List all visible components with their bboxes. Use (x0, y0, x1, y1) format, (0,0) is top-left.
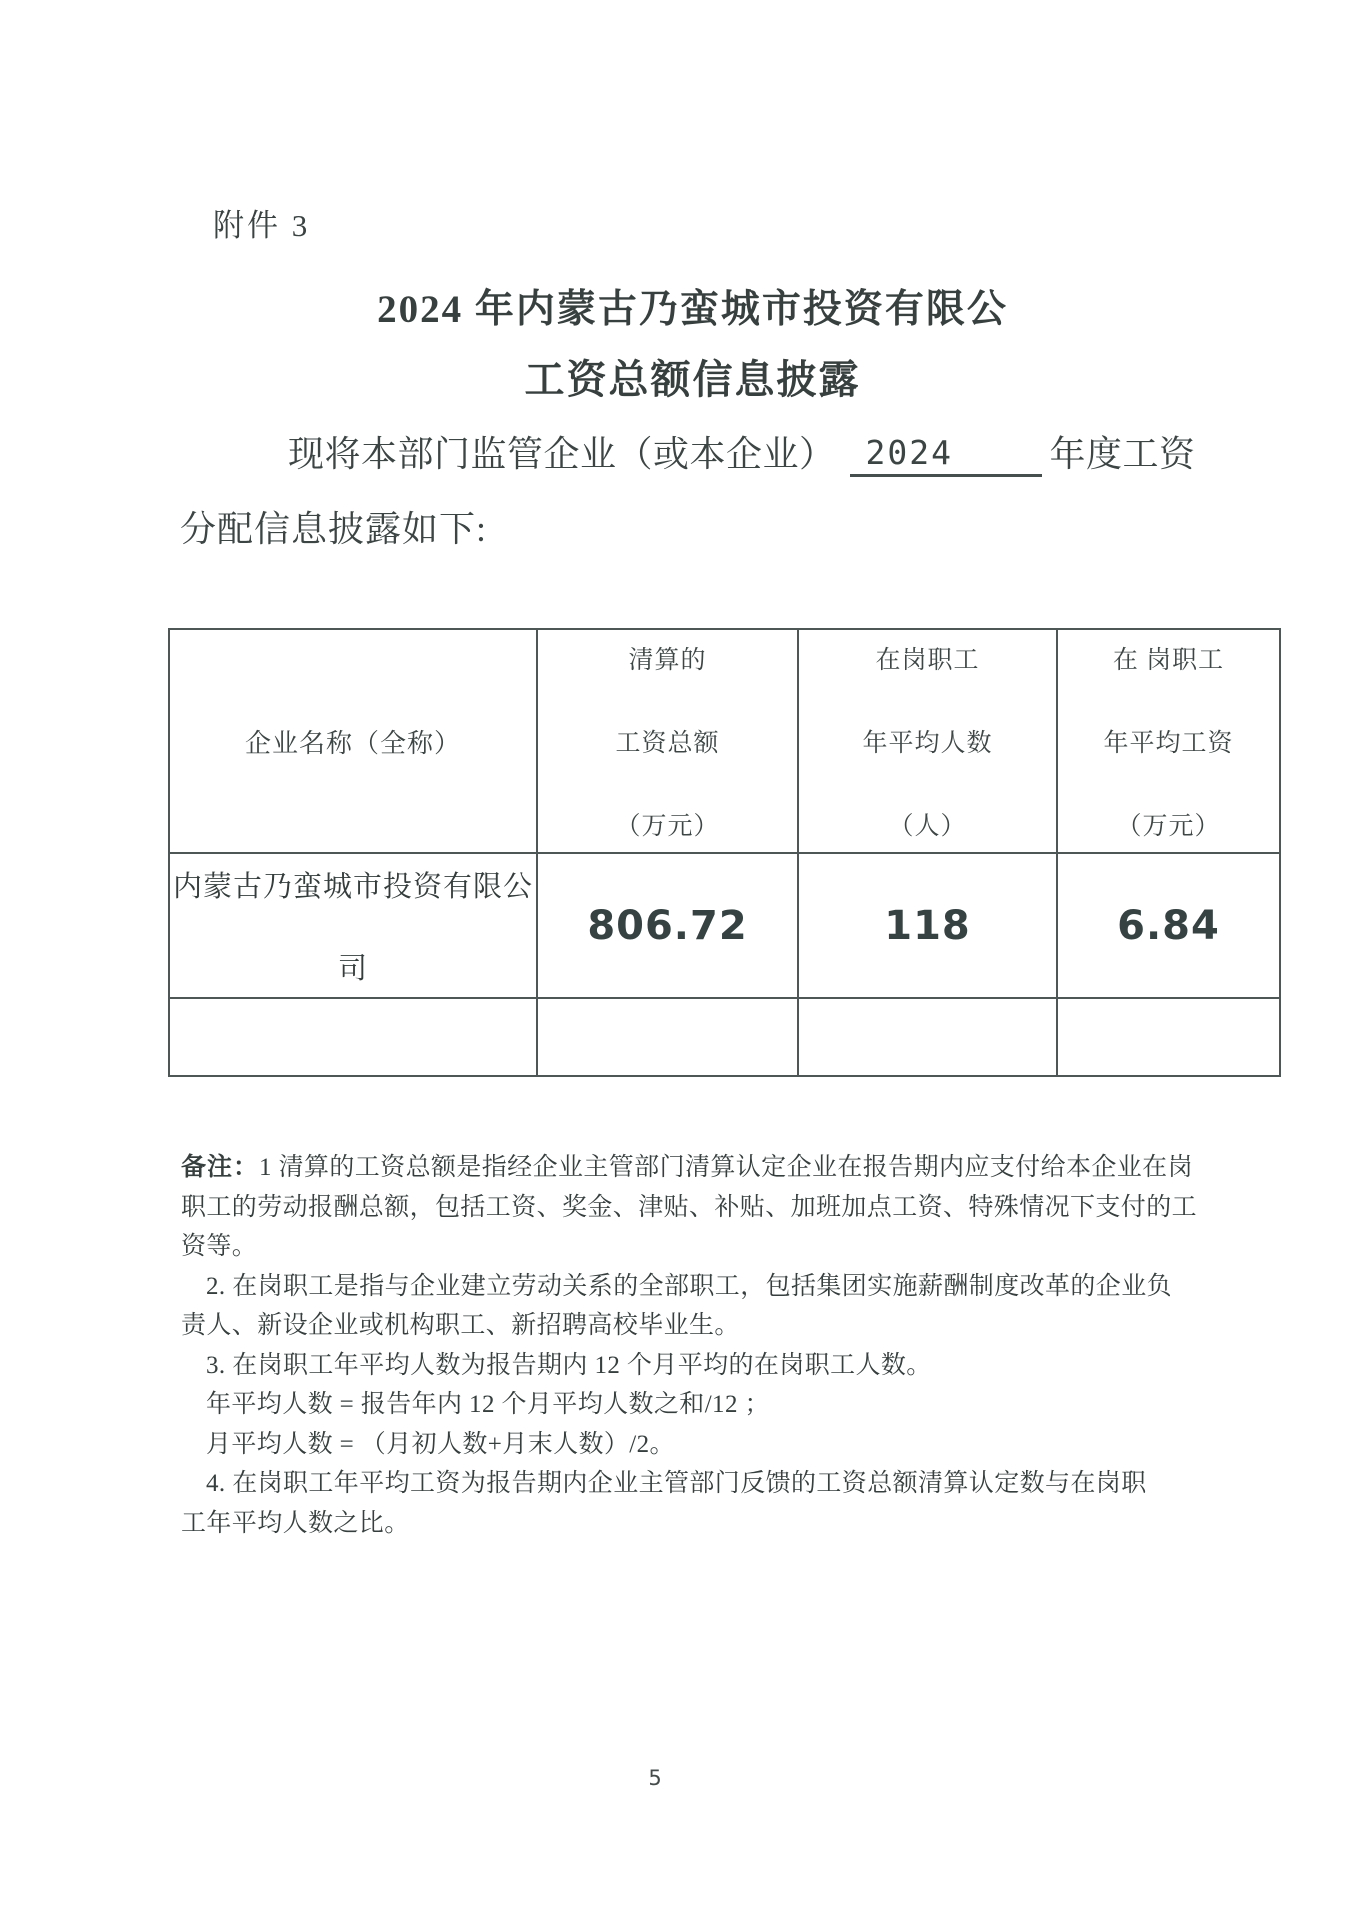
intro-text-before-blank: 现将本部门监管企业（或本企业） (288, 434, 836, 474)
table-cell-company-name (170, 854, 538, 999)
note-line: 年平均人数 = 报告年内 12 个月平均人数之和/12 ； (206, 1391, 770, 1418)
header-settled-line-1: 清算的 (628, 647, 707, 674)
company-name-line-1: 内蒙古乃蛮城市投资有限公 (172, 871, 533, 903)
intro-paragraph-line-2: 分配信息披露如下: (180, 509, 488, 549)
document-title-line-1: 2024 年内蒙古乃蛮城市投资有限公 (377, 288, 1008, 331)
table-cell-total-wage: 806.72 (538, 854, 799, 999)
page-number: 5 (648, 1766, 662, 1790)
company-name-line-2: 司 (337, 953, 368, 985)
document-title-line-2: 工资总额信息披露 (524, 357, 861, 402)
header-headcount-line-3: （人） (888, 813, 967, 840)
wage-disclosure-table (168, 628, 1281, 1077)
notes-label: 备注： (181, 1154, 260, 1181)
note-line (181, 1148, 1216, 1188)
header-cell-company-name (170, 630, 538, 854)
note-1-line-1: 1 清算的工资总额是指经企业主管部门清算认定企业在报告期内应支付给本企业在岗 (259, 1154, 1193, 1181)
header-cell-avg-headcount (799, 630, 1058, 854)
note-line: 职工的劳动报酬总额，包括工资、奖金、津贴、补贴、加班加点工资、特殊情况下支付的工 (181, 1193, 1198, 1221)
note-line: 3. 在岗职工年平均人数为报告期内 12 个月平均的在岗职工人数。 (206, 1351, 932, 1379)
year-blank-value: 2024 (850, 434, 1042, 477)
header-cell-settled-total-wage (538, 630, 799, 854)
note-line: 工年平均人数之比。 (181, 1509, 410, 1537)
header-avgwage-line-3: （万元） (1116, 813, 1221, 840)
intro-text-after-blank: 年度工资 (1049, 434, 1196, 474)
note-line: 2. 在岗职工是指与企业建立劳动关系的全部职工，包括集团实施薪酬制度改革的企业负 (206, 1272, 1173, 1300)
note-line: 月平均人数 = （月初人数+月末人数）/2。 (206, 1430, 675, 1458)
header-settled-line-3: （万元） (615, 813, 720, 840)
header-headcount-line-2: 年平均人数 (862, 730, 993, 757)
header-settled-line-2: 工资总额 (615, 730, 720, 757)
note-line: 资等。 (181, 1233, 258, 1260)
header-avgwage-line-1: 在 岗职工 (1112, 647, 1225, 674)
note-line: 4. 在岗职工年平均工资为报告期内企业主管部门反馈的工资总额清算认定数与在岗职 (206, 1470, 1147, 1497)
intro-paragraph-line-1 (180, 426, 1260, 477)
note-line: 责人、新设企业或机构职工、新招聘高校毕业生。 (181, 1312, 740, 1339)
table-cell-empty-1 (170, 999, 538, 1075)
header-headcount-line-1: 在岗职工 (875, 647, 980, 674)
notes-section (181, 1148, 1216, 1543)
table-cell-empty-3 (799, 999, 1058, 1075)
table-cell-avg-wage: 6.84 (1058, 854, 1279, 999)
table-cell-empty-2 (538, 999, 799, 1075)
header-cell-avg-wage (1058, 630, 1279, 854)
header-company-name-label: 企业名称（全称） (244, 728, 461, 758)
table-cell-avg-headcount: 118 (799, 854, 1058, 999)
attachment-label: 附件 3 (213, 208, 311, 243)
table-cell-empty-4 (1058, 999, 1279, 1075)
header-avgwage-line-2: 年平均工资 (1103, 730, 1234, 757)
